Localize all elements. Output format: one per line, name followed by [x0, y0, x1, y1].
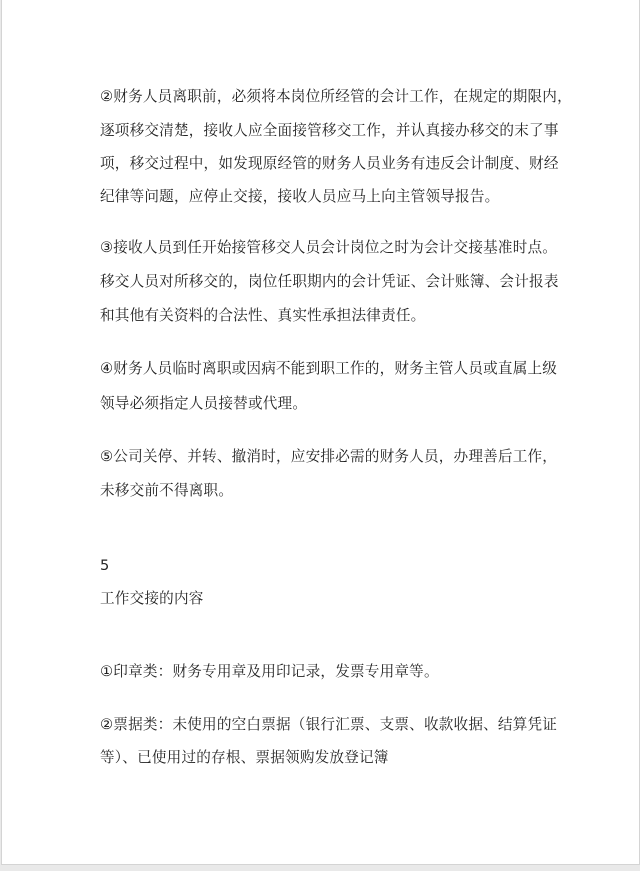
document-page	[1, 0, 640, 865]
text-line: ②财务人员离职前，必须将本岗位所经管的会计工作，在规定的期限内，	[100, 88, 572, 105]
text-line: 逐项移交清楚，接收人应全面接管移交工作，并认真接办移交的末了事	[100, 122, 559, 139]
section-number: 5	[100, 557, 110, 574]
text-line: ①印章类：财务专用章及用印记录，发票专用章等。	[100, 663, 439, 680]
text-line: 领导必须指定人员接替或代理。	[100, 395, 308, 412]
text-line: ④财务人员临时离职或因病不能到职工作的，财务主管人员或直属上级	[100, 360, 558, 377]
text-line: 纪律等问题，应停止交接，接收人员应马上向主管领导报告。	[100, 188, 500, 205]
text-line: 移交人员对所移交的，岗位任职期内的会计凭证、会计账簿、会计报表	[100, 273, 559, 290]
text-line: 项，移交过程中，如发现原经管的财务人员业务有违反会计制度、财经	[100, 155, 559, 172]
text-line: ⑤公司关停、并转、撤消时，应安排必需的财务人员，办理善后工作，	[100, 448, 558, 465]
text-line: 等）、已使用过的存根、票据领购发放登记簿	[100, 749, 389, 766]
section-title: 工作交接的内容	[100, 590, 204, 607]
text-line: ③接收人员到任开始接管移交人员会计岗位之时为会计交接基准时点。	[100, 239, 558, 256]
text-line: 和其他有关资料的合法性、真实性承担法律责任。	[100, 307, 426, 324]
text-line: 未移交前不得离职。	[100, 482, 234, 499]
text-line: ②票据类：未使用的空白票据（银行汇票、支票、收款收据、结算凭证	[100, 716, 558, 733]
